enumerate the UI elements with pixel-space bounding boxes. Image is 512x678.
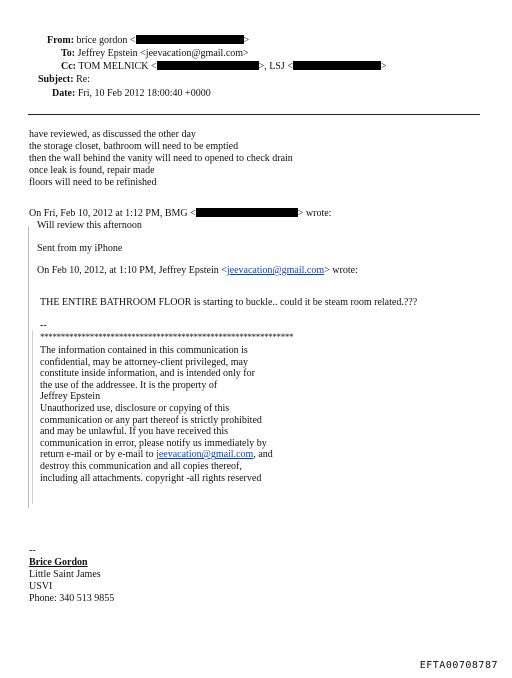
bates-number: EFTA00708787 [419, 660, 498, 671]
to-value: Jeffrey Epstein <jeevacation@gmail.com> [77, 48, 249, 59]
redaction-box [196, 208, 298, 217]
cc-label: Cc: [61, 61, 76, 72]
cc-row: Cc: TOM MELNICK < >, LSJ < > [61, 61, 387, 72]
quote-bar [32, 330, 33, 504]
quote1-line: Will review this afternoon [37, 220, 142, 231]
date-value: Fri, 10 Feb 2012 18:00:40 +0000 [77, 88, 211, 99]
disclaimer-line: communication or any part thereof is strictly prohibited [40, 414, 262, 426]
redaction-box [157, 61, 259, 70]
separator-dashes: -- [40, 320, 47, 331]
quoted-message: THE ENTIRE BATHROOM FLOOR is starting to buckle.. could it be steam room related.??? [40, 297, 418, 308]
date-label: Date: [52, 88, 76, 99]
disclaimer-line: constitute inside information, and is intended only for [40, 368, 255, 380]
message-body [29, 129, 293, 189]
disclaimer-line: destroy this communication and all copies thereof, [40, 460, 242, 472]
cc-value: TOM MELNICK < [78, 61, 157, 72]
body-line: then the wall behind the vanity will need to opened to check drain [29, 153, 293, 164]
body-line: have reviewed, as discussed the other day [29, 129, 196, 140]
signature-name: Brice Gordon [29, 557, 88, 568]
from-label: From: [47, 35, 75, 46]
disclaimer-line: the use of the addressee. It is the property of [40, 379, 218, 391]
disclaimer-line: and may be unlawful. If you have received this [40, 426, 228, 438]
to-row [61, 48, 249, 60]
quote-bar [28, 226, 29, 508]
signature-line: USVI [29, 581, 53, 592]
from-value: brice gordon < [76, 35, 136, 46]
disclaimer-line: including all attachments. copyright -all rights reserved [40, 472, 262, 484]
disclaimer [40, 345, 273, 484]
quote-intro-1: On Fri, Feb 10, 2012 at 1:12 PM, BMG < > wrote: [29, 208, 332, 219]
redaction-box [136, 35, 244, 44]
disclaimer-line: Jeffrey Epstein [40, 391, 101, 403]
body-line: once leak is found, repair made [29, 165, 155, 176]
signature-line: Little Saint James [29, 569, 101, 580]
email-link[interactable]: jeevacation@gmail.com [156, 449, 254, 461]
email-link[interactable]: jeevacation@gmail.com [226, 265, 325, 276]
disclaimer-line: Unauthorized use, disclosure or copying of this [40, 402, 230, 414]
redaction-box [293, 61, 381, 70]
signature-dashes: -- [29, 545, 36, 556]
subject-value: Re: [76, 74, 90, 85]
separator-stars: ************************************************************* [40, 332, 294, 342]
disclaimer-line: communication in error, please notify us immediately by [40, 437, 267, 449]
signature-phone: Phone: 340 513 9855 [29, 593, 115, 604]
sent-from: Sent from my iPhone [37, 243, 123, 254]
header-divider [28, 114, 480, 115]
signature-block [29, 545, 114, 605]
quote-intro-2: On Feb 10, 2012, at 1:10 PM, Jeffrey Epstein <jeevacation@gmail.com> wrote: [37, 265, 358, 276]
disclaimer-line: The information contained in this communication is [40, 345, 248, 356]
body-line: the storage closet, bathroom will need to be emptied [29, 141, 239, 152]
disclaimer-line: confidential, may be attorney-client privileged, may [40, 356, 248, 368]
disclaimer-line: return e-mail or by e-mail to jeevacation@gmail.com, and [40, 449, 273, 461]
date-row [52, 88, 211, 100]
to-label: To: [61, 48, 76, 59]
subject-label: Subject: [38, 74, 74, 85]
from-row: From: brice gordon < > [47, 35, 250, 46]
body-line: floors will need to be refinished [29, 177, 157, 188]
subject-row [38, 74, 90, 86]
